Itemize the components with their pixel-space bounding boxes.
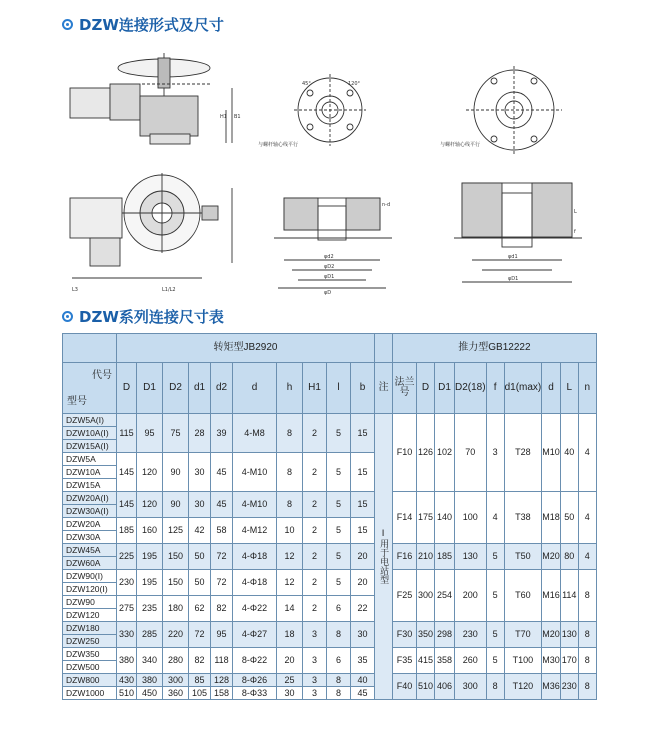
col-3: d1: [189, 363, 211, 414]
value-cell: 72: [189, 622, 211, 648]
value-cell: 8-Φ26: [233, 674, 277, 687]
value-cell: 280: [163, 648, 189, 674]
col-5: d: [233, 363, 277, 414]
col-1: D1: [137, 363, 163, 414]
actuator-side-view: [70, 53, 232, 144]
value-cell: 380: [137, 674, 163, 687]
value-cell: 30: [277, 687, 303, 700]
value-cell: 14: [277, 596, 303, 622]
value-cell: 18: [277, 622, 303, 648]
value-cell: 6: [327, 648, 351, 674]
table-row: [63, 570, 597, 583]
value-cell: 2: [303, 453, 327, 492]
svg-text:120°: 120°: [348, 81, 361, 87]
value-cell: 2: [303, 518, 327, 544]
value-cell: 5: [327, 518, 351, 544]
thrust-cell: M10: [542, 414, 561, 492]
svg-text:与螺杆轴心线平行: 与螺杆轴心线平行: [440, 142, 481, 148]
model-cell: DZW10A: [63, 466, 117, 479]
value-cell: 20: [351, 570, 375, 596]
value-cell: 6: [327, 596, 351, 622]
value-cell: 3: [303, 674, 327, 687]
model-cell: DZW5A(Ⅰ): [63, 414, 117, 427]
svg-text:φD1: φD1: [324, 274, 335, 280]
thrust-cell: 114: [560, 570, 578, 622]
value-cell: 10: [277, 518, 303, 544]
thrust-cell: 260: [455, 648, 487, 674]
col-7: H1: [303, 363, 327, 414]
value-cell: 72: [211, 570, 233, 596]
thrust-cell: 230: [455, 622, 487, 648]
thrust-cell: 130: [560, 622, 578, 648]
value-cell: 2: [303, 544, 327, 570]
thrust-cell: 415: [417, 648, 435, 674]
svg-text:n-d: n-d: [382, 202, 391, 208]
thrust-cell: 254: [435, 570, 455, 622]
thrust-cell: 8: [486, 674, 504, 700]
model-cell: DZW90: [63, 596, 117, 609]
thrust-cell: 5: [486, 622, 504, 648]
thrust-cell: 300: [417, 570, 435, 622]
thrust-cell: 5: [486, 570, 504, 622]
value-cell: 25: [277, 674, 303, 687]
value-cell: 40: [351, 674, 375, 687]
thrust-cell: 300: [455, 674, 487, 700]
value-cell: 300: [163, 674, 189, 687]
model-cell: DZW350: [63, 648, 117, 661]
thrust-cell: M20: [542, 544, 561, 570]
value-cell: 45: [351, 687, 375, 700]
value-cell: 50: [189, 570, 211, 596]
thrust-cell: M20: [542, 622, 561, 648]
value-cell: 5: [327, 544, 351, 570]
thrust-cell: T50: [504, 544, 542, 570]
svg-text:H1: H1: [220, 114, 227, 120]
col-9: b: [351, 363, 375, 414]
section-title-forms: DZW连接形式及尺寸: [62, 14, 224, 35]
group-thrust: 推力型GB12222: [393, 334, 597, 363]
col-thrust-8: n: [578, 363, 596, 414]
model-cell: DZW180: [63, 622, 117, 635]
value-cell: 5: [327, 453, 351, 492]
col-thrust-2: D1: [435, 363, 455, 414]
thrust-cell: M16: [542, 570, 561, 622]
model-cell: DZW15A: [63, 479, 117, 492]
table-row: [63, 414, 597, 427]
value-cell: 15: [351, 414, 375, 453]
model-cell: DZW45A: [63, 544, 117, 557]
col-thrust-4: f: [486, 363, 504, 414]
value-cell: 120: [137, 492, 163, 518]
thrust-cell: 5: [486, 544, 504, 570]
section-title-table: DZW系列连接尺寸表: [62, 306, 224, 327]
value-cell: 20: [277, 648, 303, 674]
value-cell: 120: [137, 453, 163, 492]
thrust-cell: 70: [455, 414, 487, 492]
value-cell: 145: [117, 492, 137, 518]
thrust-cell: 4: [486, 492, 504, 544]
model-cell: DZW10A(Ⅰ): [63, 427, 117, 440]
svg-text:f: f: [574, 229, 576, 235]
model-cell: DZW500: [63, 661, 117, 674]
value-cell: 5: [327, 414, 351, 453]
value-cell: 220: [163, 622, 189, 648]
value-cell: 3: [303, 648, 327, 674]
thrust-cell: F25: [393, 570, 417, 622]
value-cell: 128: [211, 674, 233, 687]
thrust-flange-top: [466, 66, 562, 154]
col-0: D: [117, 363, 137, 414]
svg-text:φd1: φd1: [508, 254, 518, 260]
value-cell: 8-Φ33: [233, 687, 277, 700]
value-cell: 4-M10: [233, 492, 277, 518]
thrust-cell: F40: [393, 674, 417, 700]
value-cell: 160: [137, 518, 163, 544]
thrust-cell: 510: [417, 674, 435, 700]
col-thrust-6: d: [542, 363, 561, 414]
value-cell: 4-Φ18: [233, 570, 277, 596]
value-cell: 275: [117, 596, 137, 622]
value-cell: 360: [163, 687, 189, 700]
svg-text:L: L: [574, 209, 577, 215]
thrust-cell: F14: [393, 492, 417, 544]
svg-text:φD2: φD2: [324, 264, 335, 270]
model-cell: DZW120(Ⅰ): [63, 583, 117, 596]
col-6: h: [277, 363, 303, 414]
value-cell: 195: [137, 544, 163, 570]
value-cell: 180: [163, 596, 189, 622]
value-cell: 45: [211, 492, 233, 518]
svg-text:与螺杆轴心线平行: 与螺杆轴心线平行: [258, 142, 299, 148]
value-cell: 5: [327, 570, 351, 596]
value-cell: 125: [163, 518, 189, 544]
value-cell: 3: [303, 622, 327, 648]
value-cell: 8: [277, 453, 303, 492]
group-torque: 转矩型JB2920: [117, 334, 375, 363]
thrust-cell: 4: [578, 414, 596, 492]
model-cell: DZW30A: [63, 531, 117, 544]
value-cell: 150: [163, 570, 189, 596]
value-cell: 4-Φ18: [233, 544, 277, 570]
table-row: [63, 648, 597, 661]
table-row: [63, 674, 597, 687]
value-cell: 430: [117, 674, 137, 687]
value-cell: 4-M12: [233, 518, 277, 544]
value-cell: 90: [163, 492, 189, 518]
thrust-cell: 170: [560, 648, 578, 674]
thrust-cell: 298: [435, 622, 455, 648]
actuator-top-view: [70, 173, 232, 278]
value-cell: 95: [137, 414, 163, 453]
thrust-cell: F10: [393, 414, 417, 492]
value-cell: 95: [211, 622, 233, 648]
value-cell: 195: [137, 570, 163, 596]
value-cell: 2: [303, 596, 327, 622]
thrust-cell: 130: [455, 544, 487, 570]
value-cell: 4-Φ27: [233, 622, 277, 648]
value-cell: 85: [189, 674, 211, 687]
table-row: [63, 622, 597, 635]
thrust-cell: F35: [393, 648, 417, 674]
thrust-cell: 126: [417, 414, 435, 492]
value-cell: 15: [351, 453, 375, 492]
model-cell: DZW90(Ⅰ): [63, 570, 117, 583]
col-thrust-0: 法兰号: [393, 363, 417, 414]
thrust-cell: 140: [435, 492, 455, 544]
value-cell: 450: [137, 687, 163, 700]
bullet-ring-icon: [62, 311, 73, 322]
thrust-cell: 4: [578, 492, 596, 544]
value-cell: 330: [117, 622, 137, 648]
value-cell: 82: [211, 596, 233, 622]
value-cell: 2: [303, 570, 327, 596]
value-cell: 2: [303, 414, 327, 453]
value-cell: 72: [211, 544, 233, 570]
model-cell: DZW1000: [63, 687, 117, 700]
thrust-cell: T100: [504, 648, 542, 674]
svg-text:B1: B1: [234, 114, 241, 120]
value-cell: 3: [303, 687, 327, 700]
value-cell: 145: [117, 453, 137, 492]
thrust-cell: M18: [542, 492, 561, 544]
thrust-cell: T120: [504, 674, 542, 700]
model-cell: DZW120: [63, 609, 117, 622]
value-cell: 118: [211, 648, 233, 674]
value-cell: 235: [137, 596, 163, 622]
model-cell: DZW5A: [63, 453, 117, 466]
value-cell: 150: [163, 544, 189, 570]
value-cell: 4-M8: [233, 414, 277, 453]
value-cell: 20: [351, 544, 375, 570]
value-cell: 90: [163, 453, 189, 492]
value-cell: 28: [189, 414, 211, 453]
model-cell: DZW20A(Ⅰ): [63, 492, 117, 505]
value-cell: 8: [327, 674, 351, 687]
corner-header: 代号 型号: [63, 363, 117, 414]
value-cell: 62: [189, 596, 211, 622]
value-cell: 15: [351, 492, 375, 518]
thrust-cell: 100: [455, 492, 487, 544]
thrust-cell: T60: [504, 570, 542, 622]
thrust-cell: 8: [578, 622, 596, 648]
thrust-cell: 5: [486, 648, 504, 674]
bullet-ring-icon: [62, 19, 73, 30]
model-cell: DZW15A(Ⅰ): [63, 440, 117, 453]
value-cell: 8: [327, 622, 351, 648]
thrust-cell: 102: [435, 414, 455, 492]
table-row: [63, 544, 597, 557]
dimension-table: [62, 333, 597, 700]
thrust-cell: 8: [578, 570, 596, 622]
value-cell: 12: [277, 570, 303, 596]
thrust-cell: 3: [486, 414, 504, 492]
svg-text:L3: L3: [72, 287, 78, 293]
thrust-cell: M30: [542, 648, 561, 674]
model-cell: DZW800: [63, 674, 117, 687]
value-cell: 158: [211, 687, 233, 700]
value-cell: 39: [211, 414, 233, 453]
svg-text:φd2: φd2: [324, 254, 334, 260]
note-cell: Ⅰ用于电站型: [375, 414, 393, 700]
value-cell: 2: [303, 492, 327, 518]
thrust-cell: F30: [393, 622, 417, 648]
thrust-cell: T28: [504, 414, 542, 492]
col-thrust-1: D: [417, 363, 435, 414]
thrust-cell: T70: [504, 622, 542, 648]
value-cell: 50: [189, 544, 211, 570]
thrust-cell: 350: [417, 622, 435, 648]
thrust-cell: 200: [455, 570, 487, 622]
model-cell: DZW20A: [63, 518, 117, 531]
thrust-cell: 230: [560, 674, 578, 700]
value-cell: 30: [189, 492, 211, 518]
model-cell: DZW60A: [63, 557, 117, 570]
model-cell: DZW30A(Ⅰ): [63, 505, 117, 518]
col-4: d2: [211, 363, 233, 414]
thrust-cell: M36: [542, 674, 561, 700]
value-cell: 5: [327, 492, 351, 518]
thrust-cell: F16: [393, 544, 417, 570]
thrust-flange-section: [454, 183, 582, 282]
value-cell: 75: [163, 414, 189, 453]
thrust-cell: 358: [435, 648, 455, 674]
col-thrust-7: L: [560, 363, 578, 414]
value-cell: 285: [137, 622, 163, 648]
value-cell: 230: [117, 570, 137, 596]
thrust-cell: 40: [560, 414, 578, 492]
value-cell: 82: [189, 648, 211, 674]
value-cell: 15: [351, 518, 375, 544]
thrust-cell: 80: [560, 544, 578, 570]
value-cell: 380: [117, 648, 137, 674]
col-thrust-5: d1(max): [504, 363, 542, 414]
value-cell: 42: [189, 518, 211, 544]
value-cell: 30: [189, 453, 211, 492]
col-note: 注: [375, 363, 393, 414]
value-cell: 8: [277, 492, 303, 518]
value-cell: 115: [117, 414, 137, 453]
thrust-cell: 8: [578, 674, 596, 700]
col-2: D2: [163, 363, 189, 414]
svg-text:L1/L2: L1/L2: [162, 287, 176, 293]
svg-text:φD: φD: [324, 290, 332, 296]
thrust-cell: T38: [504, 492, 542, 544]
value-cell: 12: [277, 544, 303, 570]
value-cell: 22: [351, 596, 375, 622]
value-cell: 8: [327, 687, 351, 700]
svg-text:φD1: φD1: [508, 276, 519, 282]
value-cell: 45: [211, 453, 233, 492]
thrust-cell: 4: [578, 544, 596, 570]
value-cell: 185: [117, 518, 137, 544]
value-cell: 8: [277, 414, 303, 453]
table-row: [63, 492, 597, 505]
svg-text:45°: 45°: [302, 81, 311, 87]
note-blank: [375, 334, 393, 363]
value-cell: 58: [211, 518, 233, 544]
value-cell: 510: [117, 687, 137, 700]
value-cell: 225: [117, 544, 137, 570]
thrust-cell: 185: [435, 544, 455, 570]
col-thrust-3: D2(18): [455, 363, 487, 414]
value-cell: 30: [351, 622, 375, 648]
model-cell: DZW250: [63, 635, 117, 648]
value-cell: 4-Φ22: [233, 596, 277, 622]
col-8: l: [327, 363, 351, 414]
value-cell: 8-Φ22: [233, 648, 277, 674]
value-cell: 4-M10: [233, 453, 277, 492]
technical-drawings: [62, 48, 592, 298]
thrust-cell: 406: [435, 674, 455, 700]
value-cell: 340: [137, 648, 163, 674]
thrust-cell: 8: [578, 648, 596, 674]
thrust-cell: 175: [417, 492, 435, 544]
thrust-cell: 210: [417, 544, 435, 570]
value-cell: 35: [351, 648, 375, 674]
value-cell: 105: [189, 687, 211, 700]
corner-blank: [63, 334, 117, 363]
thrust-cell: 50: [560, 492, 578, 544]
